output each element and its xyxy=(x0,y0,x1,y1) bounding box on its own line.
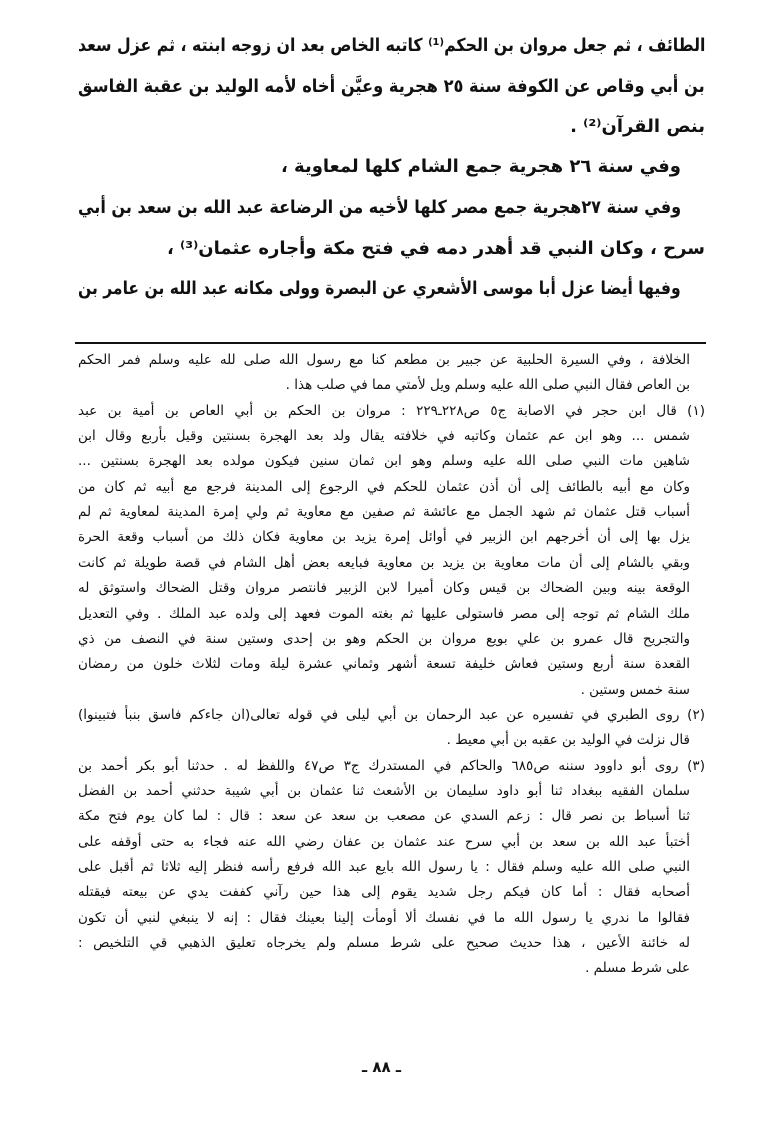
main-text-line: بنص القرآن⁽²⁾ . xyxy=(570,116,705,137)
footnote-line: الخلافة ، وفي السيرة الحلبية عن جبير بن مطعم كنا مع رسول الله صلى لله عليه وسلم فمر الحكم xyxy=(78,352,690,368)
main-text-line: وفي سنة ٢٦ هجرية جمع الشام كلها لمعاوية ، xyxy=(280,156,681,177)
footnote-line: أختبأ عبد الله بن سعد بن أبي سرح عند عثمان بن عفان رضي الله عنه فجاء به حتى أوقفه على xyxy=(78,833,690,850)
main-text-line: الطائف ، ثم جعل مروان بن الحكم⁽¹⁾ كاتبه الخاص بعد ان زوجه ابنته ، ثم عزل سعد xyxy=(77,35,705,56)
footnote-line: على شرط مسلم . xyxy=(585,960,690,977)
footnote-line: يزل بها إلى أن أخرجهم ابن الزبير في أوائل إمرة يزيد بن معاوية فكان ذلك من أسباب وقعة الحرة xyxy=(78,529,690,546)
page-number: ـ ٨٨ ـ xyxy=(361,1058,402,1076)
footnote-line: والتجريح قال عمرو بن علي بويع مروان بن الحكم وهو بن إحدى وستين سنة في النصف من ذي xyxy=(78,630,690,647)
main-text-line: بن أبي وقاص عن الكوفة سنة ٢٥ هجرية وعيَّن أخاه لأمه الوليد بن عقبة الفاسق xyxy=(78,76,705,97)
footnote-line: ملك الشام ثم توجه إلى مصر فاستولى عليها ثم بغته الموت فعهد إلى ولده عبد الملك . وفي التعديل xyxy=(78,605,690,622)
footnote-line: قال نزلت في الوليد بن عقبه بن أبي معيط . xyxy=(446,732,690,749)
footnote-start-line: (١) قال ابن حجر في الاصابة ج٥ ص٢٢٨ـ٢٢٩ : مروان بن الحكم بن أبي العاص بن أمية بن عبد xyxy=(78,402,705,419)
footnote-line: فقالوا ما ندري يا رسول الله ما في نفسك ألا أومأت إلينا بعينك فقال : إنه لا ينبغي لنبي أن تكون xyxy=(78,909,690,926)
footnote-line: سنة خمس وستين . xyxy=(580,681,690,698)
footnote-line: أسباب قتل عثمان ثم شهد الجمل مع عائشة ثم صفين مع معاوية ثم ولي إمرة المدينة لمعاوية ثم لم xyxy=(78,504,690,521)
footnote-line: له خائنة الأعين ، هذا حديث صحيح على شرط مسلم ولم يخرجاه تعليق الذهبي قي التلخيص : xyxy=(78,935,690,952)
footnote-divider xyxy=(75,342,706,344)
footnote-line: ثنا أسباط بن نصر قال : زعم السدي عن مصعب بن سعد عن سعد : قال : لما كان يوم فتح مكة xyxy=(78,808,690,825)
footnote-line: الوقعة بينه وبين الضحاك بن قيس وكان أميرا لابن الزبير فانتصر مروان وقتل الضحاك واستوثق له xyxy=(78,580,690,597)
footnote-start-line: (٣) روى أبو داوود سننه ص٦٨٥ والحاكم في المستدرك ج٣ ص٤٧ واللفظ له . حدثنا أبو بكر أحمد بن xyxy=(78,757,705,774)
footnote-line: وكان مع أبيه بالطائف إلى أن أذن عثمان للحكم في الرجوع إلى المدينة فرجع مع أبيه ثم كان من xyxy=(78,478,690,495)
footnote-line: شاهين مات النبي صلى الله عليه وسلم وهو ابن ثمان سنين فيكون مولده بعد الهجرة بسنتين ... xyxy=(78,453,690,470)
footnote-line: وبقي بالشام إلى أن مات معاوية بن يزيد بن معاوية فبايعه بعض أهل الشام في قصة طويلة ثم كانت xyxy=(78,554,690,571)
footnote-line: شمس ... وهو ابن عم عثمان وكاتبه في خلافته يقال ولد بعد الهجرة بسنتين وقيل بأربع وقال ابن xyxy=(78,428,690,445)
footnote-start-line: (٢) روى الطبري في تفسيره عن عبد الرحمان بن أبي ليلى في قوله تعالى(ان جاءكم فاسق بنبأ فتبينوا) xyxy=(78,706,705,723)
footnote-line: أصحابه فقال : أما كان فيكم رجل شديد يقوم إلى هذا حين رآني كففت يدي عن بيعته فيقتله xyxy=(78,884,690,901)
footnote-line: النبي صلى الله عليه وسلم فقال : يا رسول الله بايع عبد الله فرفع رأسه فنظر إليه ثلاثا ثم أقبل على xyxy=(78,859,690,875)
footnote-line: القعدة سنة أربع وستين فعاش خليفة تسعة أشهر وثماني عشرة ليلة ومات لثلاث خلون من رمضان xyxy=(78,656,690,673)
main-text-line: وفي سنة ٢٧هجرية جمع مصر كلها لأخيه من الرضاعة عبد الله بن سعد بن أبي xyxy=(77,197,681,218)
footnote-line: سلمان الفقيه ببغداد ثنا أبو داود سليمان بن الأشعث ثنا عثمان بن أبي شيبة حدثني أحمد بن الفضل xyxy=(78,782,690,799)
main-text-line: وفيها أيضا عزل أبا موسى الأشعري عن البصرة وولى مكانه عبد الله بن عامر بن xyxy=(78,278,681,299)
main-text-line: سرح ، وكان النبي قد أهدر دمه في فتح مكة وأجاره عثمان⁽³⁾ ، xyxy=(166,238,705,259)
footnote-line: بن العاص فقال النبي صلى الله عليه وسلم ويل لأمتي مما في صلب هذا . xyxy=(285,377,690,394)
